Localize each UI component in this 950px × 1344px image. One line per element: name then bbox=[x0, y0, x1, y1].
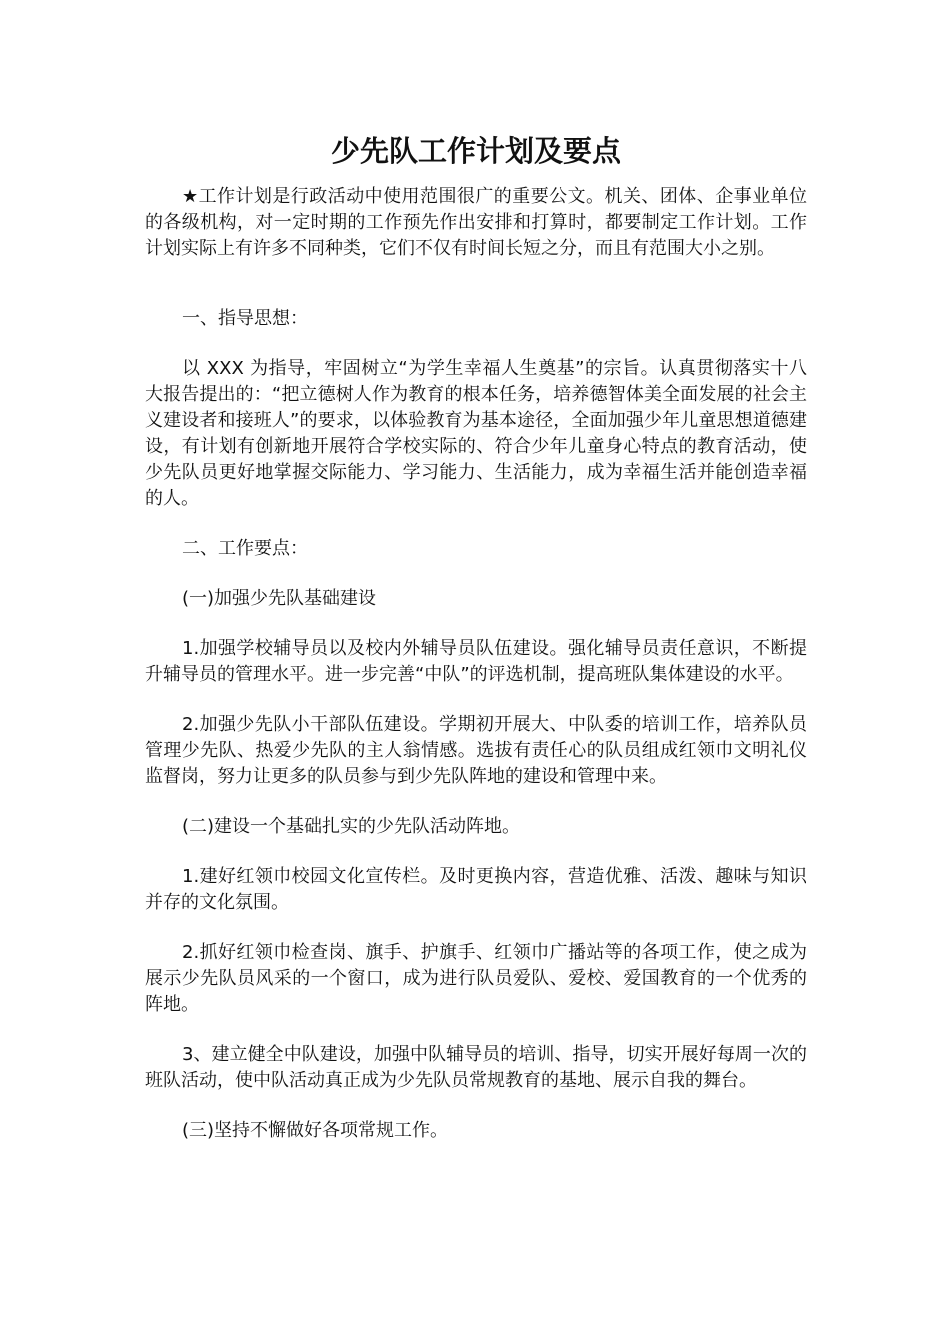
sub1-heading: (一)加强少先队基础建设 bbox=[182, 588, 377, 609]
section2-heading: 二、工作要点： bbox=[182, 538, 308, 559]
spacer bbox=[145, 688, 807, 712]
spacer bbox=[145, 916, 807, 940]
sub2-item1: 1.建好红领巾校园文化宣传栏。及时更换内容，营造优雅、活泼、趣味与知识并存的文化氛围。 bbox=[145, 866, 807, 913]
spacer bbox=[145, 1018, 807, 1042]
section1-body: 以 XXX 为指导，牢固树立“为学生幸福人生奠基”的宗旨。认真贯彻落实十八大报告提出的：“把立德树人作为教育的根本任务，培养德智体美全面发展的社会主义建设者和接班人”的要求，以体验教育为基本途径，全面加强少年儿童思想道德建设，有计划有创新地开展符合学校实际的、符合少年儿童身心特点的教育活动，使少先队员更好地掌握交际能力、学习能力、生活能力，成为幸福生活并能创造幸福的人。 bbox=[145, 358, 807, 509]
spacer bbox=[145, 612, 807, 636]
spacer bbox=[145, 1094, 807, 1118]
document-title: 少先队工作计划及要点 bbox=[330, 134, 621, 168]
sub1-item1: 1.加强学校辅导员以及校内外辅导员队伍建设。强化辅导员责任意识，不断提升辅导员的管理水平。进一步完善“中队”的评选机制，提高班队集体建设的水平。 bbox=[145, 638, 807, 685]
spacer bbox=[145, 840, 807, 864]
sub2-heading: (二)建设一个基础扎实的少先队活动阵地。 bbox=[182, 816, 521, 837]
sub2-item2: 2.抓好红领巾检查岗、旗手、护旗手、红领巾广播站等的各项工作，使之成为展示少先队员风采的一个窗口，成为进行队员爱队、爱校、爱国教育的一个优秀的阵地。 bbox=[145, 942, 807, 1015]
intro-paragraph: ★工作计划是行政活动中使用范围很广的重要公文。机关、团体、企事业单位的各级机构，对一定时期的工作预先作出安排和打算时，都要制定工作计划。工作计划实际上有许多不同种类，它们不仅有时间长短之分，而且有范围大小之别。 bbox=[145, 186, 807, 259]
spacer bbox=[145, 790, 807, 814]
sub1-item2: 2.加强少先队小干部队伍建设。学期初开展大、中队委的培训工作，培养队员管理少先队、热爱少先队的主人翁情感。选拔有责任心的队员组成红领巾文明礼仪监督岗，努力让更多的队员参与到少先队阵地的建设和管理中来。 bbox=[145, 714, 807, 787]
sub2-item3: 3、建立健全中队建设，加强中队辅导员的培训、指导，切实开展好每周一次的班队活动，使中队活动真正成为少先队员常规教育的基地、展示自我的舞台。 bbox=[145, 1044, 807, 1091]
sub3-heading: (三)坚持不懈做好各项常规工作。 bbox=[182, 1120, 449, 1141]
section1-heading: 一、指导思想： bbox=[182, 308, 308, 329]
spacer bbox=[145, 262, 807, 306]
spacer bbox=[145, 512, 807, 536]
spacer bbox=[145, 332, 807, 356]
spacer bbox=[145, 562, 807, 586]
document-page bbox=[145, 128, 807, 1144]
